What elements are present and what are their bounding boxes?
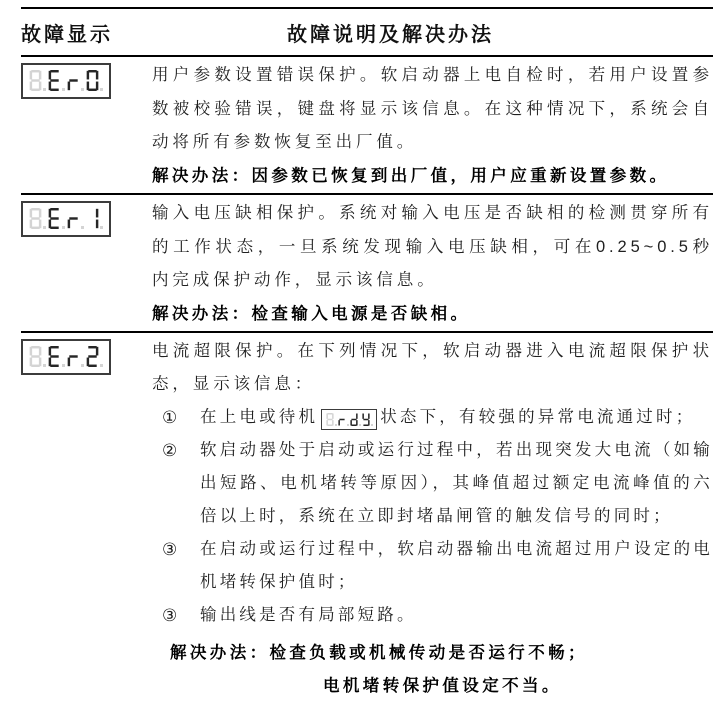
led-decimal-dot <box>43 364 46 367</box>
led-decimal-dot <box>100 364 103 367</box>
solution-block <box>170 637 713 703</box>
led-decimal-dot <box>81 364 84 367</box>
list-item-text: 输出线是否有局部短路。 <box>200 606 417 624</box>
list-item-text <box>200 401 713 434</box>
fault-description-cell <box>152 197 713 331</box>
led-decimal-dot <box>43 88 46 91</box>
led-decimal-dot <box>347 424 349 426</box>
circled-number-3: ③ <box>162 540 178 559</box>
solution-text-line1: 解决办法：检查负载或机械传动是否运行不畅； <box>170 644 588 662</box>
circled-number-3b: ③ <box>162 606 178 625</box>
header-label-description: 故障说明及解决办法 <box>287 23 494 46</box>
seven-segment-display-er2 <box>21 339 111 375</box>
led-decimal-dot <box>335 424 337 426</box>
item-text-after: 状态下，有较强的异常电流通过时； <box>380 408 696 426</box>
fault-code-cell <box>21 335 152 703</box>
seven-segment-display-er1 <box>21 201 111 237</box>
fault-code-cell <box>21 59 152 193</box>
manual-fault-table-page <box>0 7 723 705</box>
list-item-4 <box>152 599 713 632</box>
fault-row-er0 <box>21 57 713 193</box>
seven-segment-display-er0 <box>21 63 111 99</box>
fault-description-intro: 电流超限保护。在下列情况下，软启动器进入电流超限保护状态，显示该信息： <box>152 342 713 393</box>
fault-description-cell <box>152 335 713 703</box>
led-decimal-dot <box>100 226 103 229</box>
circled-number-2: ② <box>162 441 178 460</box>
circled-number-1: ① <box>162 408 178 427</box>
list-item-text: 在启动或运行过程中，软启动器输出电流超过用户设定的电机堵转保护值时； <box>200 540 713 591</box>
led-decimal-dot <box>359 424 361 426</box>
led-decimal-dot <box>62 364 65 367</box>
list-item-text: 软启动器处于启动或运行过程中，若出现突发大电流（如输出短路、电机堵转等原因），其峰值超过额定电流峰值的六倍以上时，系统在立即封堵晶闸管的触发信号的同时； <box>200 441 713 525</box>
header-cell-fault-display <box>21 18 152 47</box>
list-item-3 <box>152 533 713 599</box>
list-item-2 <box>152 434 713 533</box>
fault-description-text: 输入电压缺相保护。系统对输入电压是否缺相的检测贯穿所有的工作状态，一旦系统发现输入电压缺相，可在0.25~0.5秒内完成保护动作，显示该信息。 <box>152 204 713 289</box>
led-decimal-dot <box>62 226 65 229</box>
fault-row-er1 <box>21 195 713 331</box>
fault-description-cell <box>152 59 713 193</box>
table-header <box>21 9 713 55</box>
header-cell-description <box>152 18 713 47</box>
list-item-1 <box>152 401 713 434</box>
fault-condition-list <box>152 401 713 632</box>
led-decimal-dot <box>371 424 373 426</box>
solution-text-line2: 电机堵转保护值设定不当。 <box>323 677 562 695</box>
fault-code-cell <box>21 197 152 331</box>
item-text-before: 在上电或待机 <box>200 408 319 426</box>
header-label-fault-display: 故障显示 <box>21 23 113 46</box>
solution-text: 解决办法：检查输入电源是否缺相。 <box>152 304 471 323</box>
led-decimal-dot <box>100 88 103 91</box>
led-decimal-dot <box>62 88 65 91</box>
led-decimal-dot <box>43 226 46 229</box>
seven-segment-display-rdy <box>321 409 377 430</box>
led-decimal-dot <box>81 226 84 229</box>
fault-description-text: 用户参数设置错误保护。软启动器上电自检时，若用户设置参数被校验错误，键盘将显示该信息。在这种情况下，系统会自动将所有参数恢复至出厂值。 <box>152 66 713 151</box>
fault-row-er2 <box>21 333 713 703</box>
solution-text: 解决办法：因参数已恢复到出厂值，用户应重新设置参数。 <box>152 166 670 185</box>
led-decimal-dot <box>81 88 84 91</box>
